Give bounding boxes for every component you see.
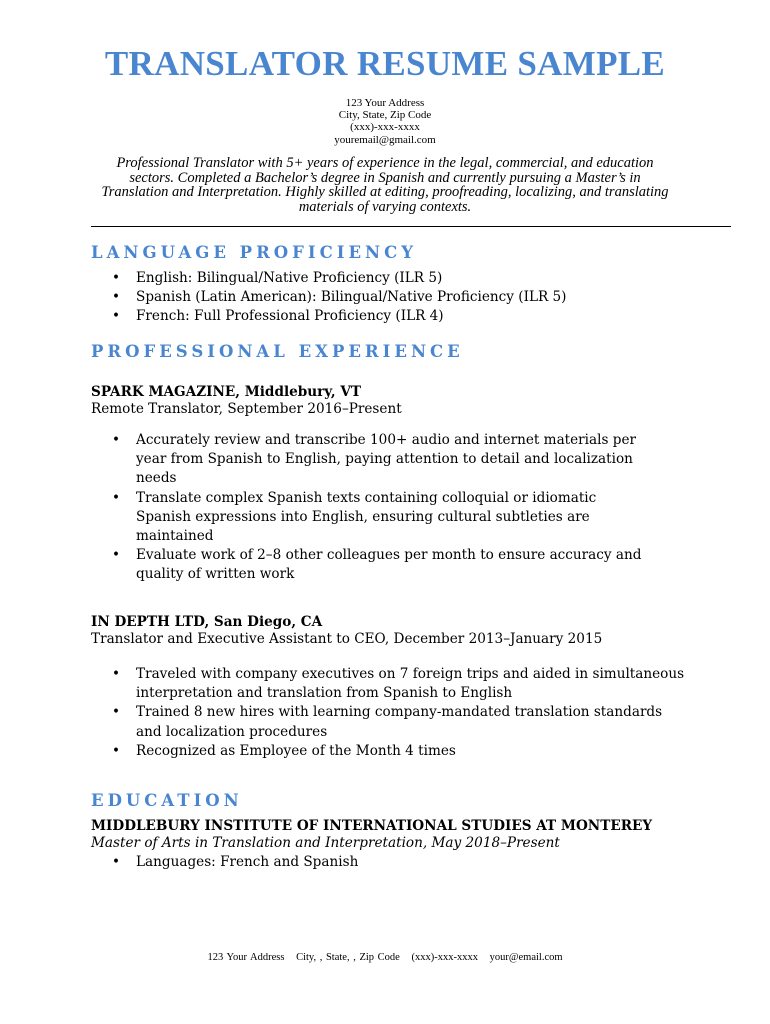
contact-address: 123 Your Address [345,97,425,109]
bullet-icon: • [112,308,121,325]
footer-address: 123 Your Address [207,952,285,963]
footer-city-state-zip: City, , State, , Zip Code [296,952,400,963]
footer-contact [0,952,770,963]
list-item: • Spanish (Latin American): Bilingual/Native Proficiency (ILR 5) [91,288,691,307]
list-item: • Evaluate work of 2–8 other colleagues per month to ensure accuracy and quality of written work [112,547,642,583]
footer-email: your@email.com [489,952,563,963]
job-bullets-2 [91,665,691,761]
list-item: • Translate complex Spanish texts containing colloquial or idiomatic Spanish expressions into English, ensuring cultural subtleties are maintained [112,489,597,545]
bullet-icon: • [112,547,121,564]
list-item: • Accurately review and transcribe 100+ audio and internet materials per year from Spanish to English, paying attention to detail and localization needs [112,432,637,487]
bullet-icon: • [112,666,121,682]
list-item: • Trained 8 new hires with learning company-mandated translation standards and localization procedures [112,704,663,740]
list-item: • Languages: French and Spanish [91,853,691,872]
job-role-1: Remote Translator, September 2016–Present [91,401,402,417]
bullet-icon: • [112,854,121,870]
bullet-icon: • [112,270,121,286]
job-company-1: SPARK MAGAZINE, Middlebury, VT [91,384,362,400]
contact-city-state-zip: City, State, Zip Code [338,109,432,122]
contact-phone: (xxx)-xxx-xxxx [350,121,420,134]
bullet-icon: • [112,489,121,506]
education-degree: Master of Arts in Translation and Interpretation, May 2018–Present [91,835,560,851]
bullet-icon: • [112,742,121,759]
bullet-icon: • [112,704,121,721]
professional-summary: Professional Translator with 5+ years of experience in the legal, commercial, and education sectors. Completed a Bachelor’s degree in Spanish and currently pursuing a Master’s in Translation and Interpretation. Highly skilled at editing, proofreading, localizing, and translating materials of varying contexts. [101,155,669,215]
bullet-icon: • [112,432,121,448]
list-item: • Traveled with company executives on 7 foreign trips and aided in simultaneous interpretation and translation from Spanish to English [112,666,685,702]
section-heading-experience: PROFESSIONAL EXPERIENCE [91,342,464,361]
header-divider [91,226,731,227]
job-company-2: IN DEPTH LTD, San Diego, CA [91,614,323,630]
education-school: MIDDLEBURY INSTITUTE OF INTERNATIONAL STUDIES AT MONTEREY [91,818,653,834]
list-item: • Recognized as Employee of the Month 4 times [91,742,691,761]
education-list [91,853,691,872]
contact-email: youremail@gmail.com [334,133,436,146]
section-heading-education: EDUCATION [91,791,243,810]
bullet-icon: • [112,289,121,306]
section-heading-language: LANGUAGE PROFICIENCY [91,243,418,262]
list-item: • French: Full Professional Proficiency (ILR 4) [91,307,691,326]
contact-block [0,97,770,146]
language-list [91,269,691,327]
job-bullets-1 [91,431,651,585]
resume-title: TRANSLATOR RESUME SAMPLE [104,44,666,83]
job-role-2: Translator and Executive Assistant to CEO, December 2013–January 2015 [91,631,603,647]
footer-phone: (xxx)-xxx-xxxx [411,952,478,963]
list-item: • English: Bilingual/Native Proficiency (ILR 5) [91,269,691,288]
